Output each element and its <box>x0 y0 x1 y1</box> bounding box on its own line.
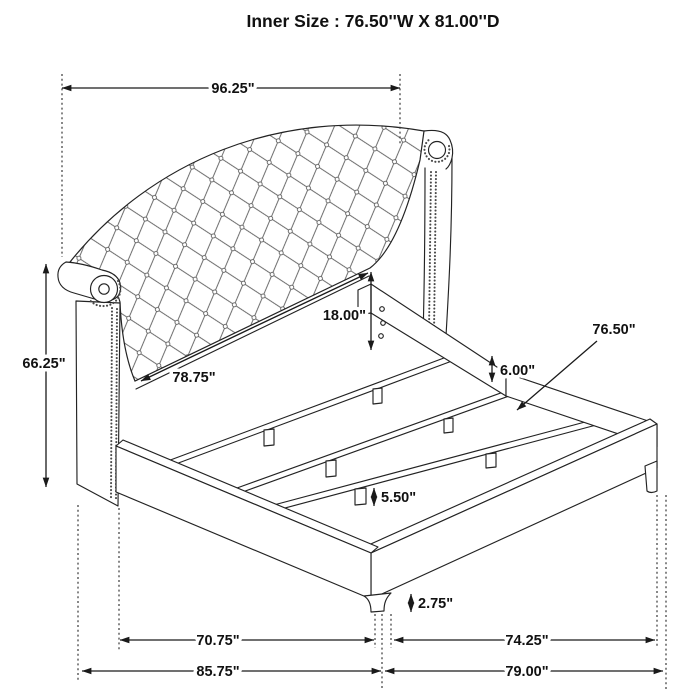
dim-label-overall-length-side: 79.00" <box>505 664 549 680</box>
right-wing-nailheads <box>429 172 436 333</box>
dim-label-inner-length-front: 70.75" <box>196 633 240 649</box>
dim-label-slat-leg-height: 5.50" <box>381 490 417 506</box>
dim-label-headboard-panel: 18.00" <box>322 308 366 324</box>
right-scroll <box>423 130 453 338</box>
dim-label-slat-width: 76.50" <box>592 322 636 338</box>
page-title: Inner Size : 76.50''W X 81.00''D <box>246 11 500 31</box>
far-foot-leg <box>645 461 657 493</box>
dim-label-foot-leg-height: 2.75" <box>418 596 454 612</box>
dim-foot-leg-height <box>411 594 453 612</box>
bed-drawing <box>58 125 657 612</box>
dim-inner-length-front <box>120 633 374 649</box>
right-wing-edges <box>423 158 452 338</box>
dim-overall-width <box>62 81 400 97</box>
dim-overall-length-front <box>82 664 381 680</box>
near-foot-leg <box>364 593 391 612</box>
dim-inner-length-side <box>394 633 655 649</box>
dim-label-inner-length-side: 74.25" <box>505 633 549 649</box>
near-side-rail <box>116 440 391 612</box>
dim-slat-leg-height <box>374 488 416 506</box>
dim-label-rail-height: 6.00" <box>500 363 536 379</box>
dim-label-overall-length-front: 85.75" <box>196 664 240 680</box>
dim-label-headboard-inner-width: 78.75" <box>172 370 216 386</box>
left-wing <box>76 301 120 506</box>
headboard-bracket <box>358 284 506 396</box>
dim-label-overall-width: 96.25" <box>211 81 255 97</box>
foot-rail <box>364 419 657 599</box>
dim-label-headboard-height: 66.25" <box>22 356 66 372</box>
dim-headboard-height <box>22 264 65 487</box>
dim-overall-length-side <box>385 664 663 680</box>
